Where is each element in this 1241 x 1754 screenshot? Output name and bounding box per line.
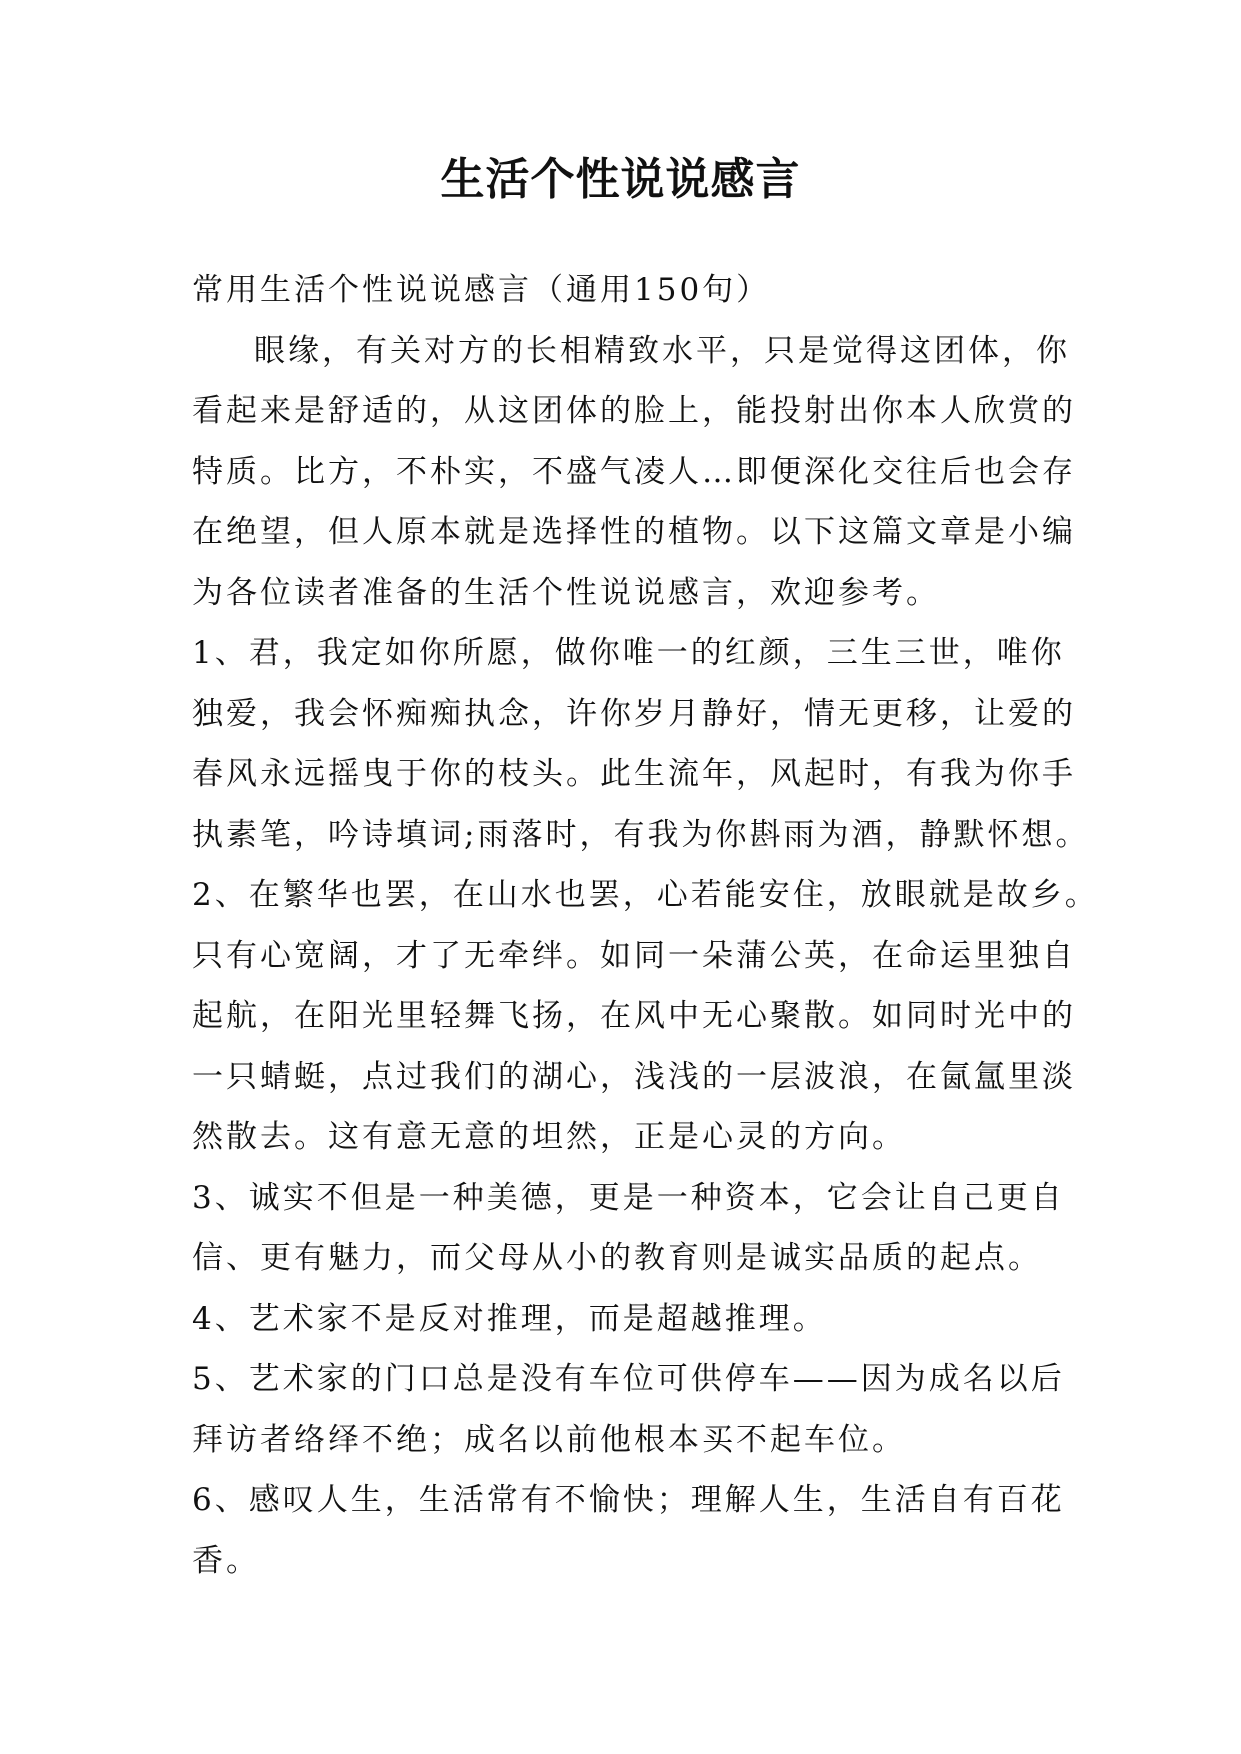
body-line: 香。 [192, 1542, 260, 1579]
body-line: 特质。比方，不朴实，不盛气凌人…即便深化交往后也会存 [192, 453, 1076, 490]
body-line: 为各位读者准备的生活个性说说感言，欢迎参考。 [192, 574, 940, 611]
document-title: 生活个性说说感言 [440, 154, 801, 205]
body-line: 2、在繁华也罢，在山水也罢，心若能安住，放眼就是故乡。 [192, 877, 1099, 913]
body-line: 春风永远摇曳于你的枝头。此生流年，风起时，有我为你手 [192, 756, 1076, 792]
body-line: 3、诚实不但是一种美德，更是一种资本，它会让自己更自 [192, 1179, 1065, 1216]
body-line: 看起来是舒适的，从这团体的脸上，能投射出你本人欣赏的 [192, 393, 1076, 429]
body-line: 拜访者络绎不绝；成名以前他根本买不起车位。 [192, 1421, 906, 1458]
body-line: 眼缘，有关对方的长相精致水平，只是觉得这团体，你 [254, 332, 1070, 369]
body-line: 在绝望，但人原本就是选择性的植物。以下这篇文章是小编 [192, 514, 1076, 550]
body-line: 信、更有魅力，而父母从小的教育则是诚实品质的起点。 [192, 1240, 1042, 1276]
body-line: 常用生活个性说说感言（通用150句） [192, 272, 771, 308]
body-line: 只有心宽阔，才了无牵绊。如同一朵蒲公英，在命运里独自 [192, 937, 1076, 974]
body-line: 然散去。这有意无意的坦然，正是心灵的方向。 [192, 1119, 906, 1155]
body-line: 1、君，我定如你所愿，做你唯一的红颜，三生三世，唯你 [192, 635, 1065, 671]
body-line: 4、艺术家不是反对推理，而是超越推理。 [192, 1300, 827, 1337]
body-line: 执素笔，吟诗填词;雨落时，有我为你斟雨为酒，静默怀想。 [192, 816, 1090, 853]
body-line: 起航，在阳光里轻舞飞扬，在风中无心聚散。如同时光中的 [192, 998, 1076, 1034]
body-line: 独爱，我会怀痴痴执念，许你岁月静好，情无更移，让爱的 [192, 695, 1076, 732]
body-line: 5、艺术家的门口总是没有车位可供停车——因为成名以后 [192, 1361, 1065, 1397]
body-line: 一只蜻蜓，点过我们的湖心，浅浅的一层波浪，在氤氲里淡 [192, 1058, 1076, 1095]
body-line: 6、感叹人生，生活常有不愉快；理解人生，生活自有百花 [192, 1482, 1065, 1518]
document-body [192, 260, 1099, 1591]
